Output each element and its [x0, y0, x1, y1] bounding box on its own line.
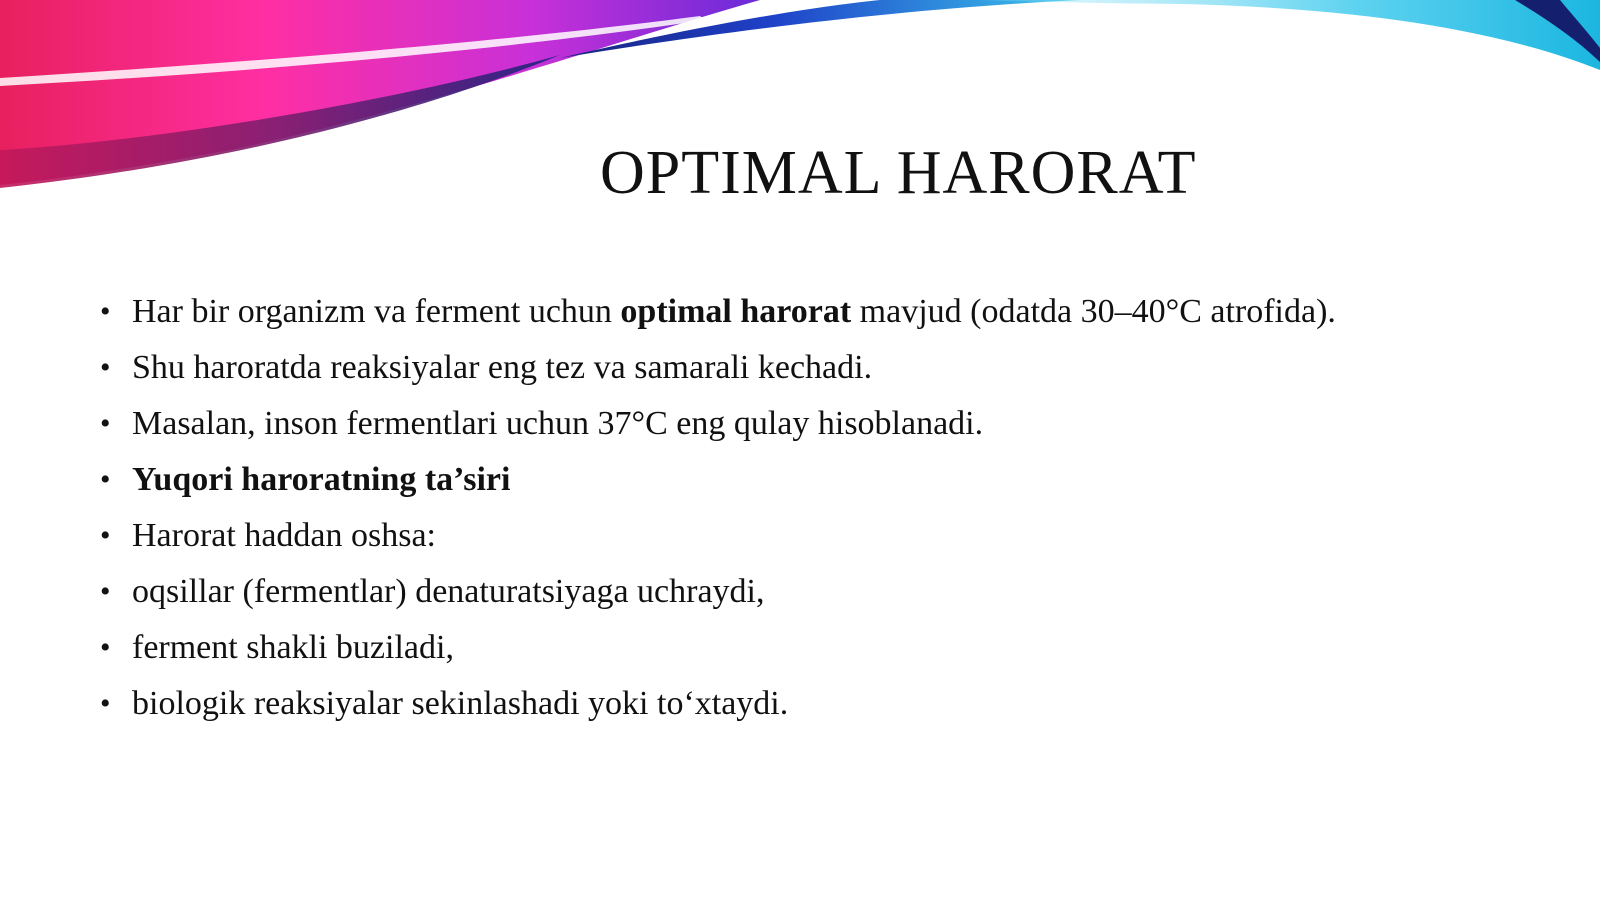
bullet-text: Shu haroratda reaksiyalar eng tez va samarali kechadi.: [132, 349, 873, 386]
bullet-dot-icon: •: [100, 575, 111, 608]
slide-title: OPTIMAL HARORAT: [600, 139, 1197, 207]
bullet-text: Masalan, inson fermentlari uchun 37°C eng qulay hisoblanadi.: [132, 405, 984, 442]
bullet-text: ferment shakli buziladi,: [132, 629, 454, 666]
bullet-text-bold: optimal harorat: [620, 293, 852, 330]
bullet-item-shape-broken: [100, 620, 1560, 676]
bullet-item-fast-reactions: [100, 340, 1560, 396]
bullet-item-if-exceeds: [100, 508, 1560, 564]
bullet-dot-icon: •: [100, 351, 111, 384]
bullet-item-optimal-temperature: [100, 284, 1560, 340]
bullet-item-human-enzymes: [100, 396, 1560, 452]
bullet-dot-icon: •: [100, 295, 111, 328]
bullet-text: oqsillar (fermentlar) denaturatsiyaga uchraydi,: [132, 573, 765, 610]
bullet-item-high-temperature-heading: [100, 452, 1560, 508]
bullet-list: [100, 284, 1560, 732]
bullet-item-denaturation: [100, 564, 1560, 620]
bullet-text-after: mavjud (odatda 30–40°C atrofida).: [851, 293, 1336, 330]
bullet-item-reactions-slow: [100, 676, 1560, 732]
bullet-dot-icon: •: [100, 687, 111, 720]
bullet-text: biologik reaksiyalar sekinlashadi yoki to‘xtaydi.: [132, 685, 789, 722]
decorative-swoosh-banner: [0, 0, 1600, 260]
bullet-dot-icon: •: [100, 631, 111, 664]
bullet-dot-icon: •: [100, 519, 111, 552]
bullet-text-bold: Yuqori haroratning ta’siri: [132, 461, 511, 498]
bullet-dot-icon: •: [100, 463, 111, 496]
bullet-dot-icon: •: [100, 407, 111, 440]
bullet-text-before: Har bir organizm va ferment uchun: [132, 293, 621, 330]
swoosh-cyan: [980, 0, 1600, 70]
bullet-text: Harorat haddan oshsa:: [132, 517, 437, 554]
